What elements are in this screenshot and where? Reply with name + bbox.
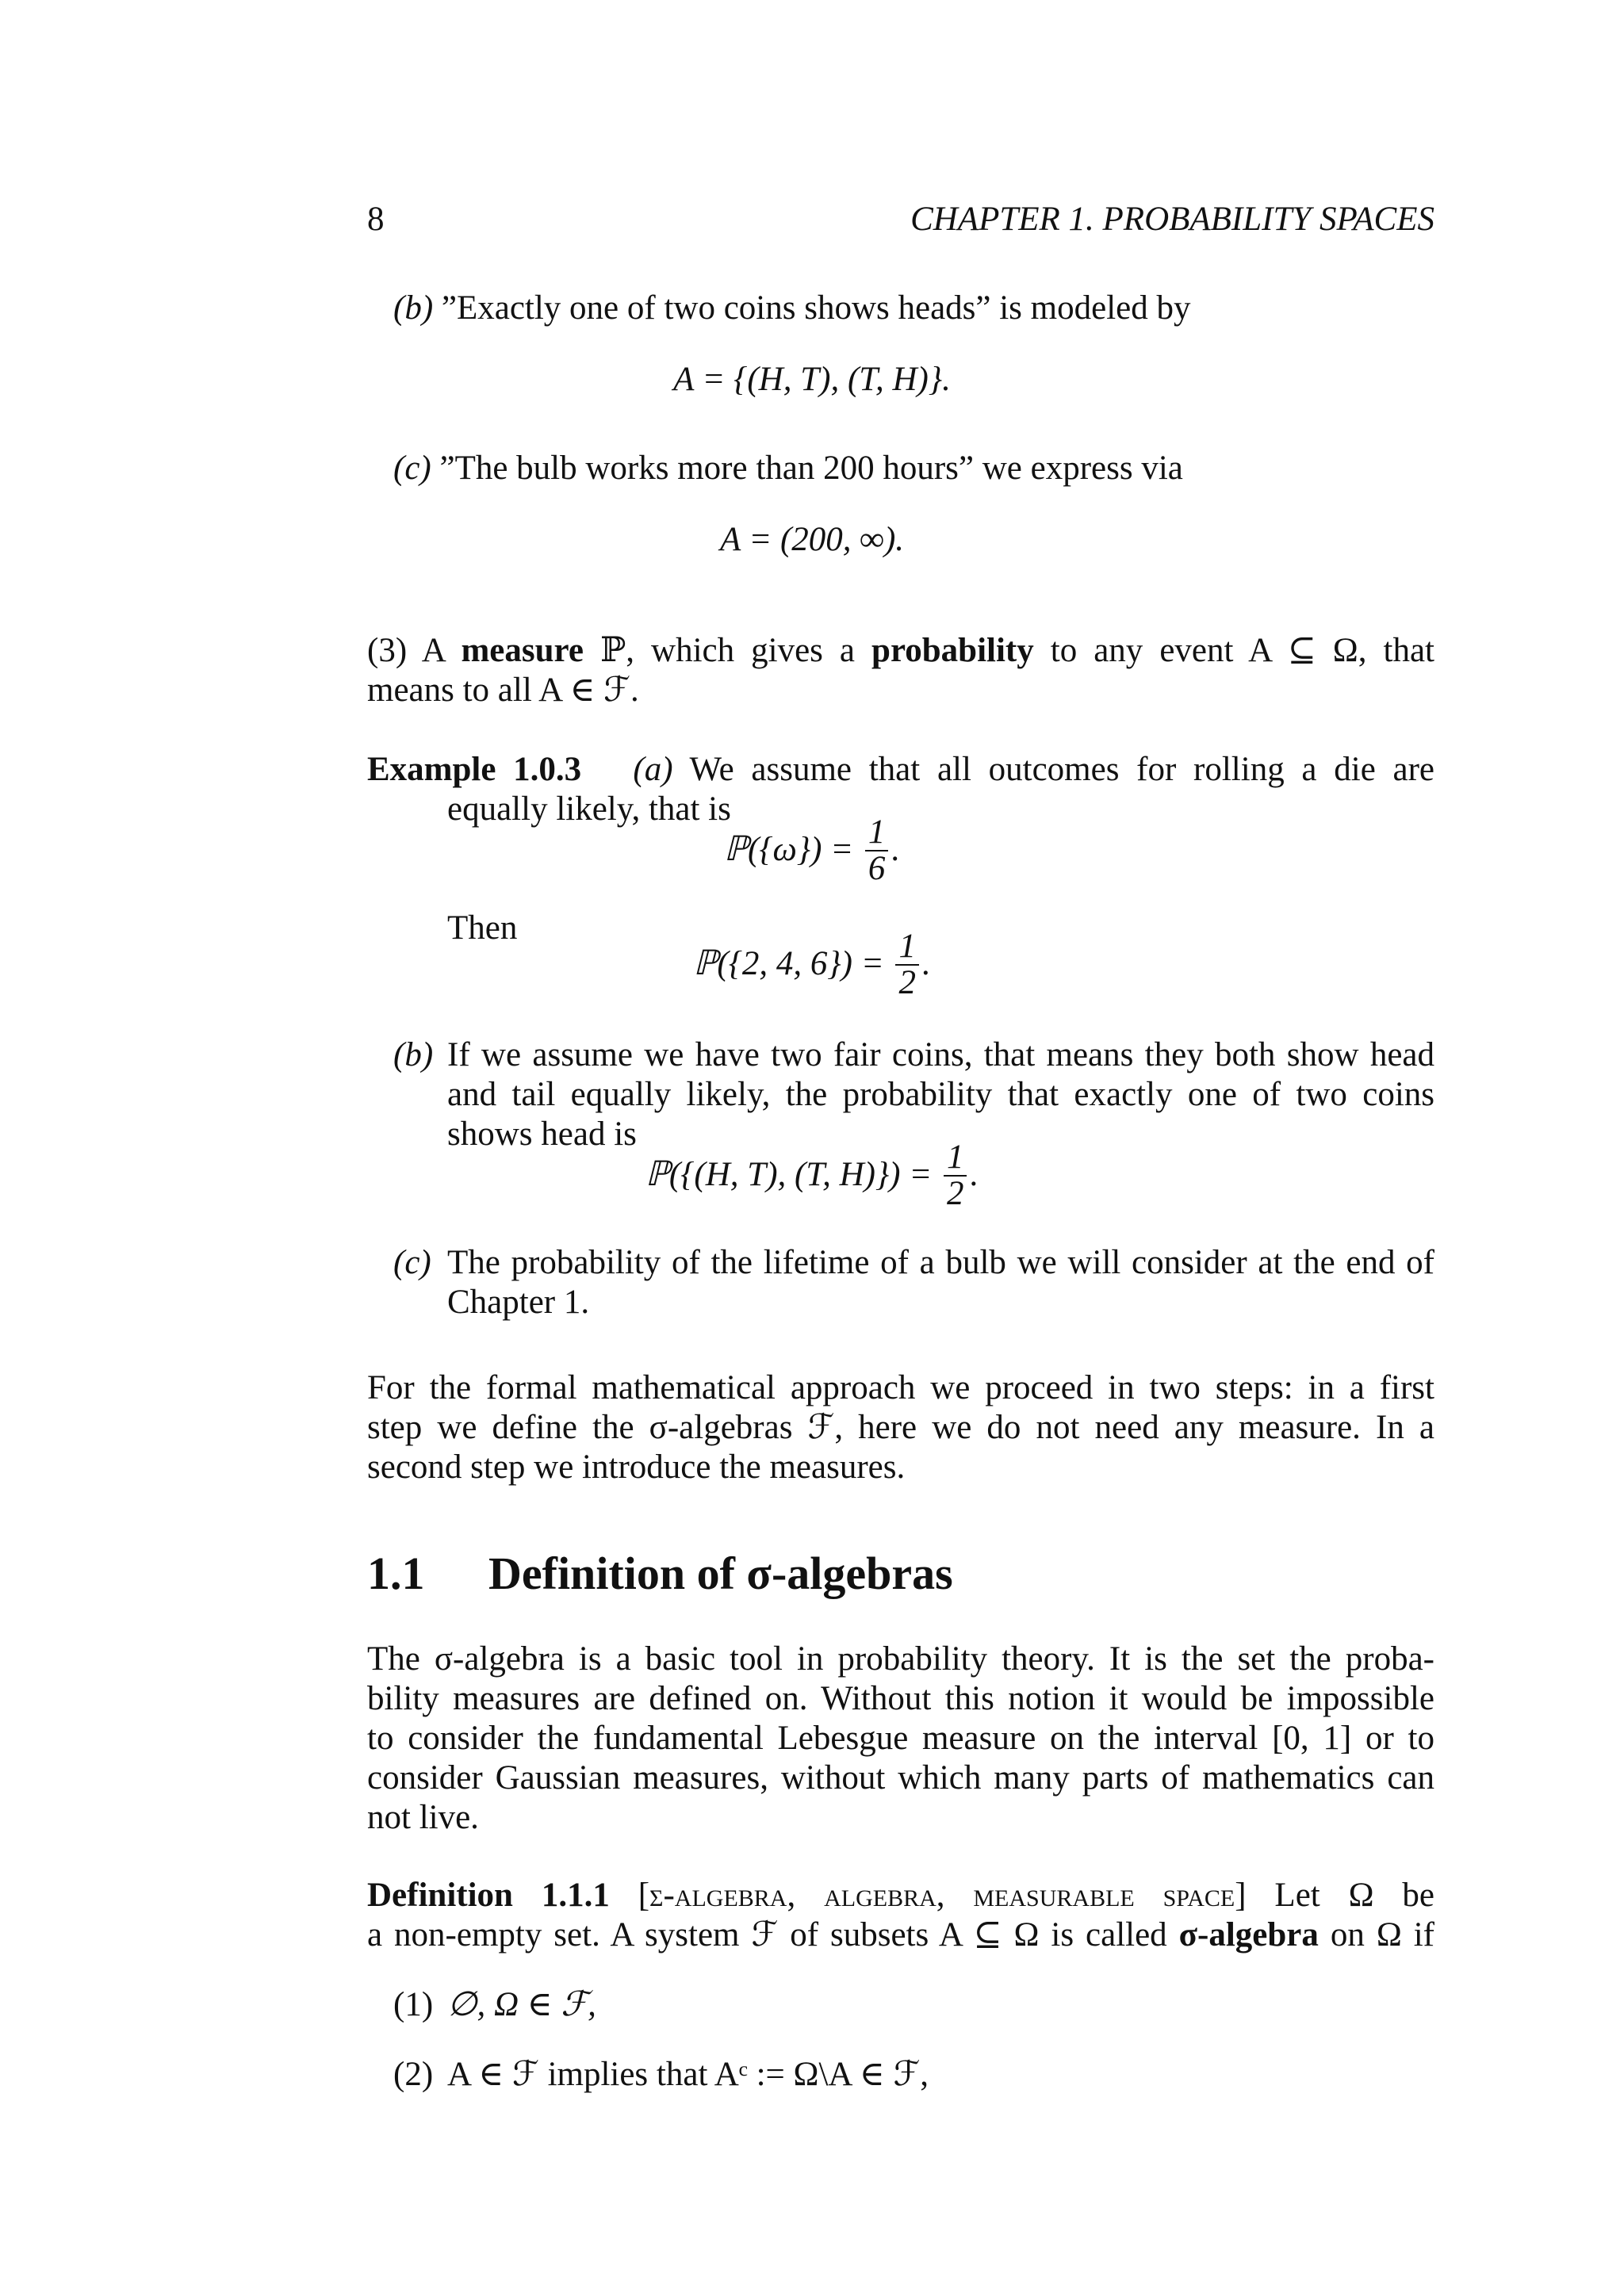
definition-title: Definition 1.1.1 bbox=[367, 1877, 610, 1914]
intro-line-2: bility measures are defined on. Without this notion it would be impossible bbox=[367, 1680, 1434, 1717]
example-c-label: (c) bbox=[393, 1244, 431, 1281]
definition-item-2-label: (2) bbox=[393, 2056, 434, 2093]
event-b-formula: A = {(H, T), (T, H)}. bbox=[673, 361, 951, 398]
measure-bold: measure bbox=[461, 632, 584, 669]
event-c-item bbox=[393, 449, 1183, 488]
intro-line-4: consider Gaussian measures, without which many parts of mathematics can bbox=[367, 1759, 1434, 1797]
example-line-1 bbox=[367, 750, 1434, 790]
example-b-formula: ℙ({(H, T), (T, H)}) = $\frac{1}{2}$ . bbox=[645, 1138, 979, 1212]
definition-item-2: A ∈ ℱ implies that Aᶜ := Ω\A ∈ ℱ, bbox=[447, 2056, 929, 2093]
definition-item-1: ∅, Ω ∈ ℱ, bbox=[447, 1986, 596, 2023]
example-b-label: (b) bbox=[393, 1036, 434, 1073]
section-number: 1.1 bbox=[367, 1548, 425, 1599]
fraction-numerator: 1 bbox=[895, 929, 919, 966]
example-b-line-2: and tail equally likely, the probability that exactly one of two coins bbox=[447, 1076, 1434, 1113]
definition-line-2 bbox=[367, 1915, 1434, 1955]
fraction-numerator: 1 bbox=[865, 815, 889, 851]
definition-tail: Let Ω be bbox=[1274, 1877, 1435, 1914]
definition-line-2-tail: on Ω if bbox=[1330, 1916, 1435, 1954]
event-c-text: ”The bulb works more than 200 hours” we express via bbox=[439, 450, 1183, 487]
probability-bold: probability bbox=[871, 632, 1034, 669]
event-b-label: (b) bbox=[393, 289, 434, 327]
approach-line-1: For the formal mathematical approach we proceed in two steps: in a first bbox=[367, 1369, 1434, 1406]
definition-bracket: [σ-algebra, algebra, measurable space] bbox=[638, 1877, 1247, 1914]
example-a-formula: ℙ({ω}) = $\frac{1}{6}$ . bbox=[723, 813, 901, 887]
example-c-line-1: The probability of the lifetime of a bulb we will consider at the end of bbox=[447, 1244, 1434, 1281]
example-b-formula-lhs: ℙ({(H, T), (T, H)}) = bbox=[645, 1155, 933, 1193]
measure-line-2: means to all A ∈ ℱ. bbox=[367, 672, 639, 709]
event-c-formula: A = (200, ∞). bbox=[719, 521, 905, 558]
fraction-numerator: 1 bbox=[944, 1140, 967, 1177]
example-a-label: (a) bbox=[633, 751, 673, 788]
example-title: Example 1.0.3 bbox=[367, 751, 582, 788]
fraction bbox=[944, 1140, 967, 1211]
approach-line-3: second step we introduce the measures. bbox=[367, 1448, 906, 1486]
example-a-formula-lhs: ℙ({ω}) = bbox=[723, 830, 854, 868]
fraction bbox=[865, 815, 889, 886]
sigma-algebra-bold: σ-algebra bbox=[1178, 1916, 1319, 1954]
section-title: Definition of σ-algebras bbox=[488, 1548, 953, 1599]
fraction bbox=[895, 929, 919, 1001]
example-then: Then bbox=[447, 909, 518, 947]
measure-text-1: (3) A bbox=[367, 632, 445, 669]
definition-line-2-text: a non-empty set. A system ℱ of subsets A ⊆ Ω is called bbox=[367, 1916, 1167, 1954]
measure-text-3: to any event A ⊆ Ω, that bbox=[1050, 632, 1435, 669]
example-c-line-2: Chapter 1. bbox=[447, 1284, 590, 1321]
example-a2-formula: ℙ({2, 4, 6}) = $\frac{1}{2}$ . bbox=[693, 928, 931, 1001]
definition-item-1-label: (1) bbox=[393, 1986, 434, 2023]
intro-line-5: not live. bbox=[367, 1799, 479, 1836]
example-a-line-2: equally likely, that is bbox=[447, 790, 731, 828]
example-a-line-1: We assume that all outcomes for rolling a die are bbox=[689, 751, 1434, 788]
example-b-line-3: shows head is bbox=[447, 1115, 637, 1153]
fraction-denominator: 2 bbox=[946, 1175, 964, 1212]
event-c-label: (c) bbox=[393, 450, 431, 487]
intro-line-3: to consider the fundamental Lebesgue measure on the interval [0, 1] or to bbox=[367, 1720, 1434, 1757]
page-number: 8 bbox=[367, 201, 385, 238]
measure-text-2: ℙ, which gives a bbox=[599, 632, 856, 669]
fraction-denominator: 6 bbox=[868, 850, 886, 887]
event-b-text: ”Exactly one of two coins shows heads” is modeled by bbox=[441, 289, 1191, 327]
measure-line-1 bbox=[367, 631, 1434, 671]
example-b-line-1: If we assume we have two fair coins, that means they both show head bbox=[447, 1036, 1434, 1073]
approach-line-2: step we define the σ-algebras ℱ, here we do not need any measure. In a bbox=[367, 1409, 1434, 1446]
event-b-item bbox=[393, 289, 1190, 328]
intro-line-1: The σ-algebra is a basic tool in probability theory. It is the set the proba- bbox=[367, 1640, 1434, 1678]
example-a2-formula-lhs: ℙ({2, 4, 6}) = bbox=[693, 944, 884, 982]
running-head: CHAPTER 1. PROBABILITY SPACES bbox=[910, 201, 1434, 238]
fraction-denominator: 2 bbox=[898, 964, 916, 1001]
definition-line-1 bbox=[367, 1876, 1434, 1915]
